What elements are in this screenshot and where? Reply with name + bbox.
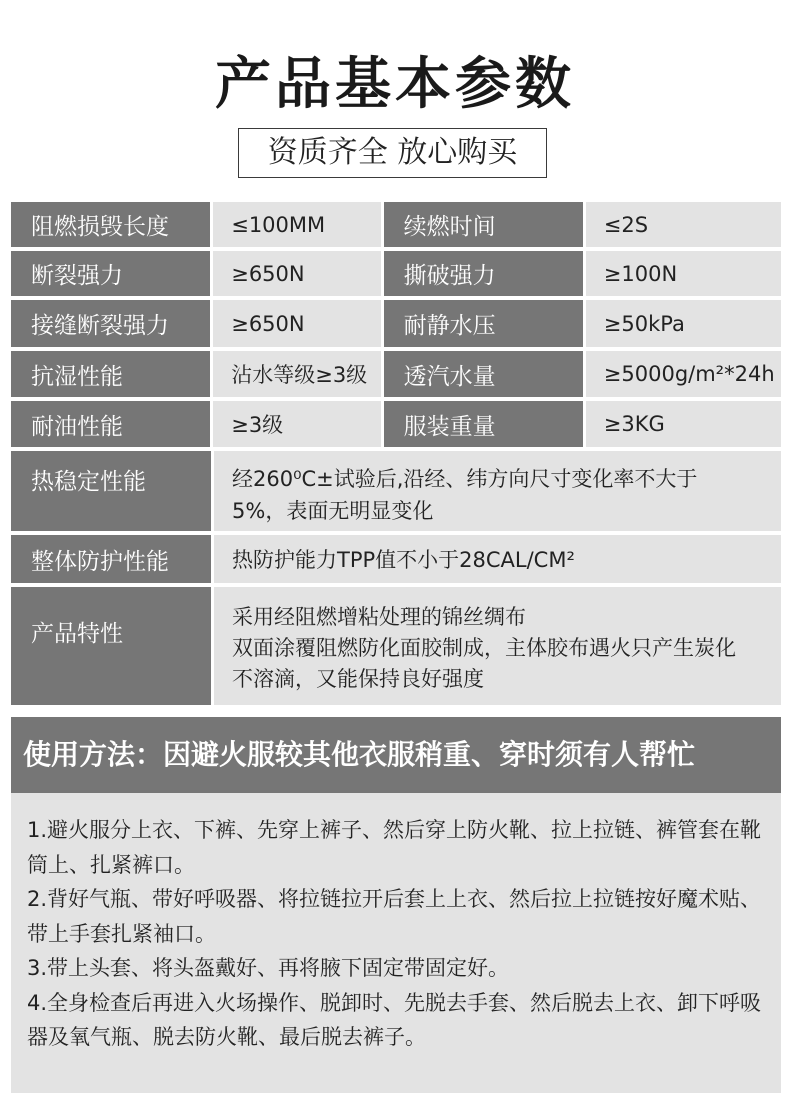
spec-value-line: 经260⁰C±试验后,沿经、纬方向尺寸变化率不大于 bbox=[232, 467, 698, 491]
spec-value: ≥3KG bbox=[586, 401, 781, 447]
spec-label: 续燃时间 bbox=[384, 202, 583, 247]
spec-label: 耐油性能 bbox=[11, 401, 210, 447]
spec-row bbox=[11, 587, 781, 705]
spec-row bbox=[11, 401, 781, 447]
usage-step: 2.背好气瓶、带好呼吸器、将拉链拉开后套上上衣、然后拉上拉链按好魔术贴、带上手套扎紧袖口。 bbox=[27, 887, 762, 946]
spec-label: 接缝断裂强力 bbox=[11, 300, 210, 347]
usage-step: 3.带上头套、将头盔戴好、再将腋下固定带固定好。 bbox=[27, 956, 510, 980]
spec-row bbox=[11, 251, 781, 296]
spec-row bbox=[11, 202, 781, 247]
spec-value-line: 采用经阻燃增粘处理的锦丝绸布 bbox=[232, 605, 526, 629]
spec-value bbox=[214, 451, 781, 531]
spec-label: 服装重量 bbox=[384, 401, 583, 447]
usage-instructions bbox=[11, 793, 781, 1093]
spec-value: ≥650N bbox=[213, 251, 380, 296]
spec-value-line: 双面涂覆阻燃防化面胶制成，主体胶布遇火只产生炭化 bbox=[232, 636, 736, 660]
spec-row bbox=[11, 351, 781, 397]
spec-value-line: 不溶滴，又能保持良好强度 bbox=[232, 667, 484, 691]
spec-value: 沾水等级≥3级 bbox=[213, 351, 380, 397]
spec-label: 整体防护性能 bbox=[11, 535, 211, 583]
spec-row bbox=[11, 300, 781, 347]
spec-value: ≥100N bbox=[586, 251, 781, 296]
page-subtitle: 资质齐全 放心购买 bbox=[238, 128, 547, 178]
spec-value: ≥3级 bbox=[213, 401, 380, 447]
spec-row bbox=[11, 535, 781, 583]
spec-label: 抗湿性能 bbox=[11, 351, 210, 397]
spec-value: ≥50kPa bbox=[586, 300, 781, 347]
usage-step: 4.全身检查后再进入火场操作、脱卸时、先脱去手套、然后脱去上衣、卸下呼吸器及氧气瓶、脱去防火靴、最后脱去裤子。 bbox=[27, 990, 762, 1049]
usage-heading: 使用方法：因避火服较其他衣服稍重、穿时须有人帮忙 bbox=[11, 717, 781, 793]
spec-label: 撕破强力 bbox=[384, 251, 583, 296]
spec-value-line: 5%，表面无明显变化 bbox=[232, 499, 434, 523]
spec-label: 耐静水压 bbox=[384, 300, 583, 347]
spec-value: ≥650N bbox=[213, 300, 380, 347]
spec-value: ≤2S bbox=[586, 202, 781, 247]
spec-label: 阻燃损毁长度 bbox=[11, 202, 210, 247]
spec-label: 透汽水量 bbox=[384, 351, 583, 397]
usage-step: 1.避火服分上衣、下裤、先穿上裤子、然后穿上防火靴、拉上拉链、裤管套在靴筒上、扎紧裤口。 bbox=[27, 818, 762, 877]
spec-table bbox=[11, 202, 781, 709]
spec-label: 产品特性 bbox=[11, 587, 211, 705]
spec-value: ≤100MM bbox=[213, 202, 380, 247]
spec-label: 热稳定性能 bbox=[11, 451, 211, 531]
spec-label: 断裂强力 bbox=[11, 251, 210, 296]
spec-row bbox=[11, 451, 781, 531]
spec-value bbox=[214, 587, 781, 705]
spec-value: 热防护能力TPP值不小于28CAL/CM² bbox=[214, 535, 781, 583]
spec-value: ≥5000g/m²*24h bbox=[586, 351, 781, 397]
page-title: 产品基本参数 bbox=[215, 52, 575, 117]
